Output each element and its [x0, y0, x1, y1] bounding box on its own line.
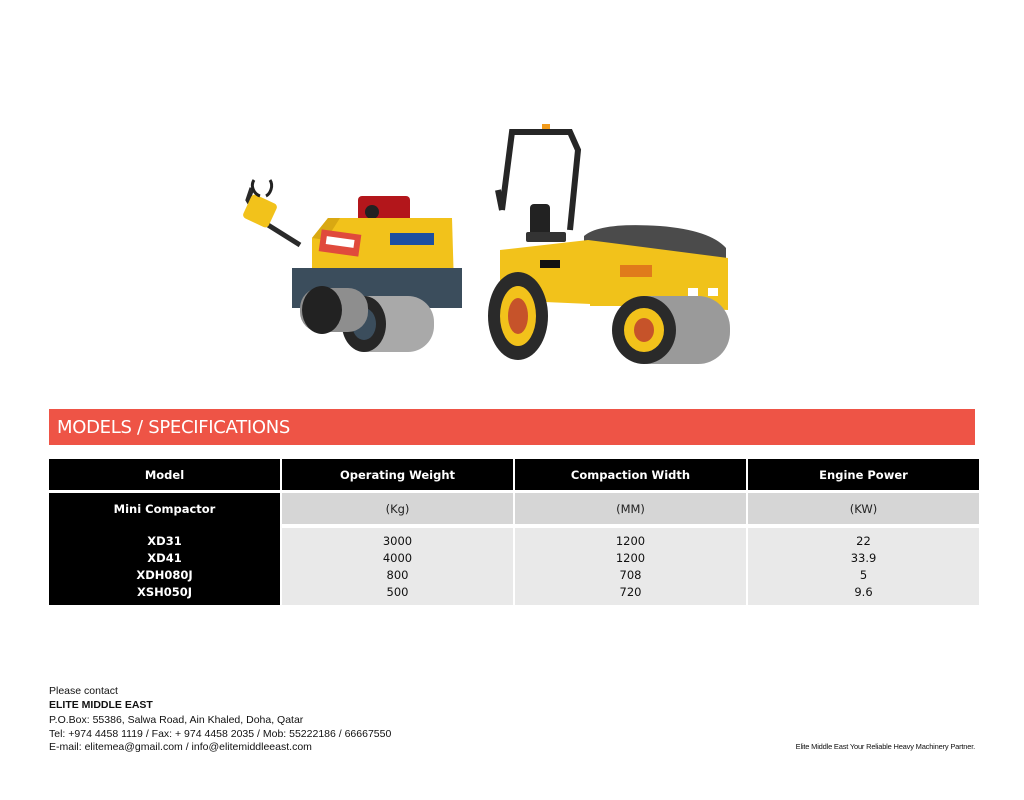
engine-power-value: 5 — [859, 568, 868, 582]
company-name: ELITE MIDDLE EAST — [49, 698, 153, 711]
units-row — [49, 493, 979, 524]
engine-power-value: 9.6 — [854, 585, 873, 599]
contact-intro: Please contact — [49, 685, 118, 697]
operating-weight-value: 4000 — [382, 551, 413, 565]
operating-weight-value: 800 — [386, 568, 409, 582]
section-title: MODELS / SPECIFICATIONS — [57, 417, 291, 438]
operating-weight-value: 500 — [386, 585, 409, 599]
model-name: XD31 — [147, 534, 182, 548]
header-engine-power: Engine Power — [748, 459, 979, 490]
model-column — [49, 528, 280, 605]
operating-weight-value: 3000 — [382, 534, 413, 548]
model-name: XSH050J — [136, 585, 193, 599]
header-model: Model — [49, 459, 280, 490]
engine-power-column — [748, 528, 979, 605]
header-operating-weight: Operating Weight — [282, 459, 513, 490]
model-name: XDH080J — [136, 568, 193, 582]
contact-phones: Tel: +974 4458 1119 / Fax: + 974 4458 2035 / Mob: 55222186 / 66667550 — [49, 727, 392, 740]
data-block — [49, 528, 979, 605]
header-compaction-width: Compaction Width — [515, 459, 746, 490]
unit-compaction-width: (MM) — [515, 493, 746, 524]
unit-operating-weight: (Kg) — [282, 493, 513, 524]
compaction-width-value: 1200 — [615, 551, 646, 565]
category-cell: Mini Compactor — [49, 493, 280, 524]
contact-block — [49, 685, 391, 755]
engine-power-value: 33.9 — [850, 551, 877, 565]
unit-engine-power: (KW) — [748, 493, 979, 524]
model-name: XD41 — [147, 551, 182, 565]
product-photo — [240, 120, 740, 370]
compaction-width-column — [515, 528, 746, 605]
section-banner — [49, 409, 975, 445]
contact-address: P.O.Box: 55386, Salwa Road, Ain Khaled, Doha, Qatar — [49, 714, 304, 726]
compaction-width-value: 708 — [619, 568, 642, 582]
operating-weight-column — [282, 528, 513, 605]
tandem-roller — [488, 124, 730, 364]
walk-behind-compactor — [242, 180, 462, 352]
tagline: Elite Middle East Your Reliable Heavy Machinery Partner. — [795, 742, 975, 751]
contact-email[interactable]: E-mail: elitemea@gmail.com / info@elitemiddleeast.com — [49, 741, 312, 753]
compaction-width-value: 720 — [619, 585, 642, 599]
table-header-row — [49, 459, 979, 490]
compaction-width-value: 1200 — [615, 534, 646, 548]
specifications-table — [47, 459, 981, 605]
engine-power-value: 22 — [856, 534, 871, 548]
